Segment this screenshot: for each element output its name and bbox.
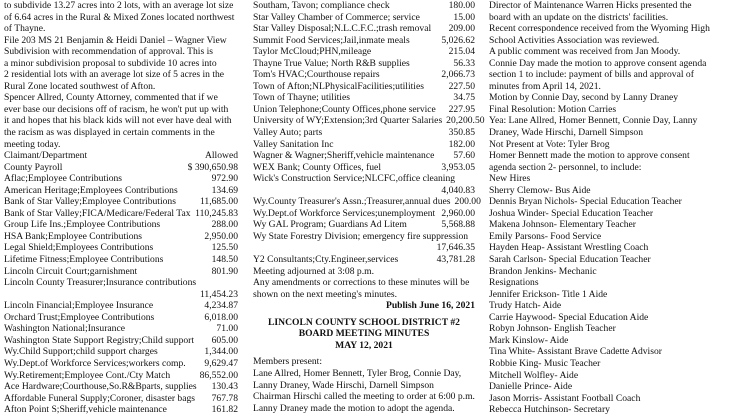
claim-row	[4, 300, 238, 312]
claimant-name: Ace Hardware;Courthouse,So.R&Bparts, supplies	[4, 381, 197, 393]
text-line: Lanny Draney made the motion to adopt the agenda.	[253, 402, 455, 414]
text-line: Homer Bennett made the motion to approve consent	[489, 150, 690, 162]
claimant-name: Wy.Dept.of Workforce Services;workers comp.	[4, 357, 186, 369]
closing-text	[253, 266, 475, 301]
text-line: Lane Allred, Homer Bennett, Tyler Brog, Connie Day,	[253, 367, 462, 379]
text-line: Brandon Jenkins- Mechanic	[489, 265, 597, 277]
claim-row	[4, 312, 238, 324]
text-line: A public comment was received from Jan Moody.	[489, 46, 681, 58]
text-line: Subdivision with recommendation of approval. This is	[4, 46, 213, 58]
claim-amount: 3,953.05	[441, 161, 475, 173]
claimant-name: Legal Shield;Employees Contributions	[4, 242, 154, 254]
text-line: New Hires	[489, 173, 531, 185]
claim-amount: 1,344.00	[204, 346, 238, 358]
claimant-name: Wy.Retirement;Employee Cont./Cty Match	[4, 369, 171, 381]
claim-row	[4, 404, 238, 416]
claim-row	[253, 173, 475, 185]
claim-row	[4, 219, 238, 231]
claim-row	[253, 92, 475, 104]
claim-row	[253, 23, 475, 35]
claim-amount: 5,026.62	[441, 34, 475, 46]
claimant-name: Y2 Consultants;Cty.Engineer,services	[253, 254, 399, 266]
claim-amount: 350.85	[448, 127, 475, 139]
claim-amount: 34.75	[453, 92, 475, 104]
claimant-name: Lincoln Financial;Employee Insurance	[4, 300, 154, 312]
column-3	[489, 0, 731, 416]
claimant-name: Afton Point S;Sheriff,vehicle maintenance	[4, 404, 167, 416]
text-line: minutes from April 14, 2021.	[489, 80, 601, 92]
text-line: Meeting adjourned at 3:08 p.m.	[253, 265, 374, 277]
claim-row	[253, 46, 475, 58]
claim-row	[253, 0, 475, 12]
text-line: Dennis Bryan Nichols- Special Education Teacher	[489, 196, 682, 208]
claim-row	[253, 69, 475, 81]
text-line: Recent correspondence received from the Wyoming High	[489, 23, 710, 35]
claim-amount: 125.50	[211, 242, 238, 254]
claim-row	[253, 139, 475, 151]
claim-row	[253, 254, 475, 266]
text-line: Lanny Draney, Wade Hirschi, Darnell Simpson	[253, 379, 434, 391]
claimant-name: Summit Food Services;Jail,inmate meals	[253, 34, 410, 46]
claimant-name: HSA Bank;Employee Contributions	[4, 230, 143, 242]
claim-row	[4, 196, 238, 208]
claim-row	[253, 196, 481, 208]
text-line: of Thayne.	[4, 23, 46, 35]
text-line: Director of Maintenance Warren Hicks presented the	[489, 0, 692, 11]
text-line: Jason Morris- Assistant Football Coach	[489, 392, 641, 404]
text-line: Mitchell Wolfley- Aide	[489, 369, 579, 381]
claim-row	[4, 242, 238, 254]
publish-date: Publish June 16, 2021	[385, 300, 475, 312]
text-line: of 6.64 acres in the Rural & Mixed Zones located northwest	[4, 11, 235, 23]
text-line: a minor subdivision proposal to subdivide 10 acres into	[4, 57, 217, 69]
claimant-name: Star Valley Disposal;N.L.C.F.C.;trash removal	[253, 23, 432, 35]
claimant-name: WEX Bank; County Offices, fuel	[253, 161, 381, 173]
claim-amount: 972.90	[211, 173, 238, 185]
claim-wrapped-amount: 4,040.83	[441, 184, 475, 196]
claim-row	[253, 58, 475, 70]
claim-amount: 110,245.83	[195, 207, 238, 219]
claimant-name: Star Valley Chamber of Commerce; service	[253, 11, 420, 23]
claim-row	[4, 162, 238, 174]
claims-header-right: Allowed	[204, 150, 238, 162]
claim-amount: 182.00	[448, 138, 475, 150]
claimant-name: Valley Auto; parts	[253, 127, 323, 139]
claimant-name: Bank of Star Valley;Employee Contributions	[4, 196, 176, 208]
text-line: section 1 to include: payment of bills and approval of	[489, 69, 694, 81]
claims-header-left: Claimant/Department	[4, 150, 88, 162]
claimant-name: Wy State Forestry Division; emergency fire suppression	[253, 230, 469, 242]
claim-row	[253, 104, 475, 116]
text-line: Rural Zone located southwest of Afton.	[4, 80, 156, 92]
claim-amount: 86,552.00	[199, 369, 238, 381]
claimant-name: Town of Afton;NLPhysicalFacilities;utilities	[253, 80, 424, 92]
claim-row	[4, 393, 238, 405]
commission-minutes-text	[4, 0, 238, 150]
claimant-name: County Payroll	[4, 161, 63, 173]
claim-row	[253, 231, 475, 243]
text-line: Makena Johnson- Elementary Teacher	[489, 219, 636, 231]
claim-amount: 200.00	[454, 196, 481, 208]
claim-row	[4, 335, 238, 347]
text-line: Spencer Allred, County Attorney, commented that if we	[4, 92, 218, 104]
claim-row	[253, 127, 475, 139]
claim-amount: 209.00	[448, 23, 475, 35]
claim-amount	[471, 173, 475, 185]
text-line: Chairman Hirschi called the meeting to order at 6:00 p.m.	[253, 391, 475, 403]
text-line: File 203 MS 21 Benjamin & Heidi Daniel – Wagner View	[4, 34, 227, 46]
claim-row	[4, 208, 238, 220]
text-line: Robyn Johnson- English Teacher	[489, 323, 616, 335]
text-line: Connie Day made the motion to approve consent agenda	[489, 57, 707, 69]
text-line: Sarah Carlson- Special Education Teacher	[489, 254, 651, 266]
claimant-name: Lifetime Fitness;Employee Contributions	[4, 254, 164, 266]
claim-row	[4, 254, 238, 266]
claimant-name: Washington State Support Registry;Child support	[4, 334, 195, 346]
claimant-name: Bank of Star Valley;FICA/Medicare/Federal Tax	[4, 207, 191, 219]
claim-row	[4, 266, 238, 278]
claimant-name: Affordable Funeral Supply;Coroner, disaster bags	[4, 392, 196, 404]
text-line: agenda section 2- personnel, to include:	[489, 161, 642, 173]
claimant-name: Town of Thayne; utilities	[253, 92, 350, 104]
claimant-name: Wy GAL Program; Guardians Ad Litem	[253, 219, 407, 231]
text-line: 2 residential lots with an average lot size of 5 acres in the	[4, 69, 225, 81]
claimant-name: Group Life Ins.;Employee Contributions	[4, 219, 161, 231]
claim-amount: 15.00	[453, 11, 475, 23]
claimant-name: Wy.Dept.of Workforce Services;unemployment	[253, 207, 436, 219]
text-line: Carrie Haywood- Special Education Aide	[489, 311, 649, 323]
claims-header	[4, 150, 238, 162]
claim-row	[4, 346, 238, 358]
claimant-name: University of WY;Extension;3rd Quarter Salaries	[253, 115, 443, 127]
text-line: Emily Parsons- Food Service	[489, 230, 602, 242]
school-board-minutes-text	[253, 356, 475, 414]
school-district-heading	[253, 317, 475, 352]
claim-amount: 180.00	[448, 0, 475, 11]
claims-list-continued	[253, 196, 481, 242]
school-board-minutes-text	[489, 0, 731, 92]
claim-amount: 288.00	[211, 219, 238, 231]
claim-amount: 2,066.73	[441, 69, 475, 81]
text-line: Mark Kinslow- Aide	[489, 334, 569, 346]
claim-amount: 2,950.00	[204, 230, 238, 242]
claims-list	[253, 0, 485, 185]
text-line: Danielle Prince- Aide	[489, 381, 573, 393]
claimant-name: Wy.Child Support;child support charges	[4, 346, 158, 358]
claim-row	[253, 162, 475, 174]
claim-amount: 57.60	[453, 150, 475, 162]
text-line: Sherry Clemow- Bus Aide	[489, 184, 591, 196]
heading-line: BOARD MEETING MINUTES	[298, 328, 430, 340]
claim-row	[253, 81, 475, 93]
claim-amount: 605.00	[211, 334, 238, 346]
claimant-name: Orchard Trust;Employee Contributions	[4, 311, 155, 323]
claim-row	[253, 208, 475, 220]
claim-amount: 2,960.00	[441, 207, 475, 219]
claimant-name: Taylor McCloud;PHN,mileage	[253, 46, 372, 58]
claimant-name: Southam, Tavon; compliance check	[253, 0, 390, 11]
claim-amount: 43,781.28	[436, 254, 475, 266]
claim-amount: 6,018.00	[204, 311, 238, 323]
claim-amount	[234, 277, 238, 289]
text-line: Tina White- Assistant Brave Cadette Advisor	[489, 346, 662, 358]
claim-amount: 801.90	[211, 265, 238, 277]
claim-amount: 130.43	[211, 381, 238, 393]
text-line: the racism as was displayed in certain comments in the	[4, 127, 215, 139]
claim-amount: 11,685.00	[199, 196, 238, 208]
claim-row	[4, 323, 238, 335]
text-line: meeting today.	[4, 138, 61, 150]
claim-row	[253, 219, 475, 231]
claim-amount: $ 390,650.98	[187, 161, 238, 173]
text-line: Any amendments or corrections to these minutes will be	[253, 277, 470, 289]
text-line: Jennifer Erickson- Title 1 Aide	[489, 288, 608, 300]
claim-row	[4, 231, 238, 243]
text-line: Motion by Connie Day, second by Lanny Draney	[489, 92, 679, 104]
claimant-name: Wy.County Treasurer's Assn.;Treasurer,annual dues	[253, 196, 451, 208]
text-line: Not Present at Vote: Tyler Brog	[489, 138, 610, 150]
claim-row	[4, 173, 238, 185]
claimant-name: Wick's Construction Service;NLCFC,office cleaning	[253, 173, 456, 185]
claim-amount: 767.78	[211, 392, 238, 404]
claim-amount: 227.95	[448, 103, 475, 115]
claimant-name: Thayne True Value; North R&B supplies	[253, 57, 410, 69]
claimant-name: American Heritage;Employees Contributions	[4, 184, 178, 196]
claim-amount: 227.50	[448, 80, 475, 92]
text-line: Hayden Heap- Assistant Wrestling Coach	[489, 242, 649, 254]
text-line: Members present:	[253, 356, 323, 368]
claimant-name: Valley Sanitation Inc	[253, 138, 334, 150]
claimant-name: Lincoln County Treasurer;Insurance contributions	[4, 277, 197, 289]
claim-row	[4, 370, 238, 382]
column-1	[4, 0, 238, 416]
claim-amount: 9,629.47	[204, 357, 238, 369]
text-line: Robbie King- Music Teacher	[489, 357, 601, 369]
text-line: board with an update on the districts' facilities.	[489, 11, 669, 23]
claim-amount: 134.69	[211, 184, 238, 196]
claim-amount: 161.82	[211, 404, 238, 416]
column-2	[253, 0, 485, 414]
claim-row	[253, 12, 475, 24]
claim-amount: 215.04	[448, 46, 475, 58]
heading-line: MAY 12, 2021	[335, 339, 393, 351]
text-line: Final Resolution: Motion Carries	[489, 103, 617, 115]
claimant-name: Aflac;Employee Contributions	[4, 173, 123, 185]
claim-amount: 5,568.88	[441, 219, 475, 231]
claim-amount	[471, 231, 475, 243]
claimant-name: Lincoln Circuit Court;garnishment	[4, 265, 138, 277]
claim-amount: 71.00	[216, 323, 238, 335]
claim-row	[253, 150, 475, 162]
claims-list-continued	[253, 254, 475, 266]
claims-list-continued	[4, 300, 238, 415]
claimant-name: Union Telephone;County Offices,phone service	[253, 103, 436, 115]
text-line: to subdivide 13.27 acres into 2 lots, with an average lot size	[4, 0, 234, 11]
text-line: Yea: Lane Allred, Homer Bennett, Connie Day, Lanny	[489, 115, 698, 127]
text-line: School Activities Association was reviewed.	[489, 34, 660, 46]
heading-line: LINCOLN COUNTY SCHOOL DISTRICT #2	[268, 316, 460, 328]
claim-amount: 56.33	[453, 57, 475, 69]
claimant-name: Washington National;Insurance	[4, 323, 125, 335]
claim-amount: 20,200.50	[446, 115, 485, 127]
claim-row	[4, 358, 238, 370]
claim-amount: 148.50	[211, 254, 238, 266]
claim-wrapped-amount: 11,454.23	[199, 288, 238, 300]
text-line: ever base our decisions off of racism, he won't put up with	[4, 103, 229, 115]
text-line: Trudy Hatch- Aide	[489, 300, 562, 312]
claim-row	[4, 185, 238, 197]
claim-row	[253, 35, 475, 47]
claims-list	[4, 162, 238, 289]
claimant-name: Wagner & Wagner;Sheriff,vehicle maintenance	[253, 150, 435, 162]
claimant-name: Tom's HVAC;Courthouse repairs	[253, 69, 380, 81]
claim-row	[253, 115, 485, 127]
personnel-list	[489, 92, 731, 415]
claim-row	[4, 277, 238, 289]
text-line: Resignations	[489, 277, 539, 289]
claim-wrapped-amount: 17,646.35	[436, 242, 475, 254]
text-line: it and hopes that his black kids will not ever have deal with	[4, 115, 232, 127]
text-line: shown on the next meeting's minutes.	[253, 288, 398, 300]
text-line: Draney, Wade Hirschi, Darnell Simpson	[489, 127, 644, 139]
claim-row	[4, 381, 238, 393]
text-line: Joshua Winder- Special Education Teacher	[489, 207, 654, 219]
claim-amount: 4,234.87	[204, 300, 238, 312]
text-line: Rebecca Hutchinson- Secretary	[489, 404, 610, 416]
